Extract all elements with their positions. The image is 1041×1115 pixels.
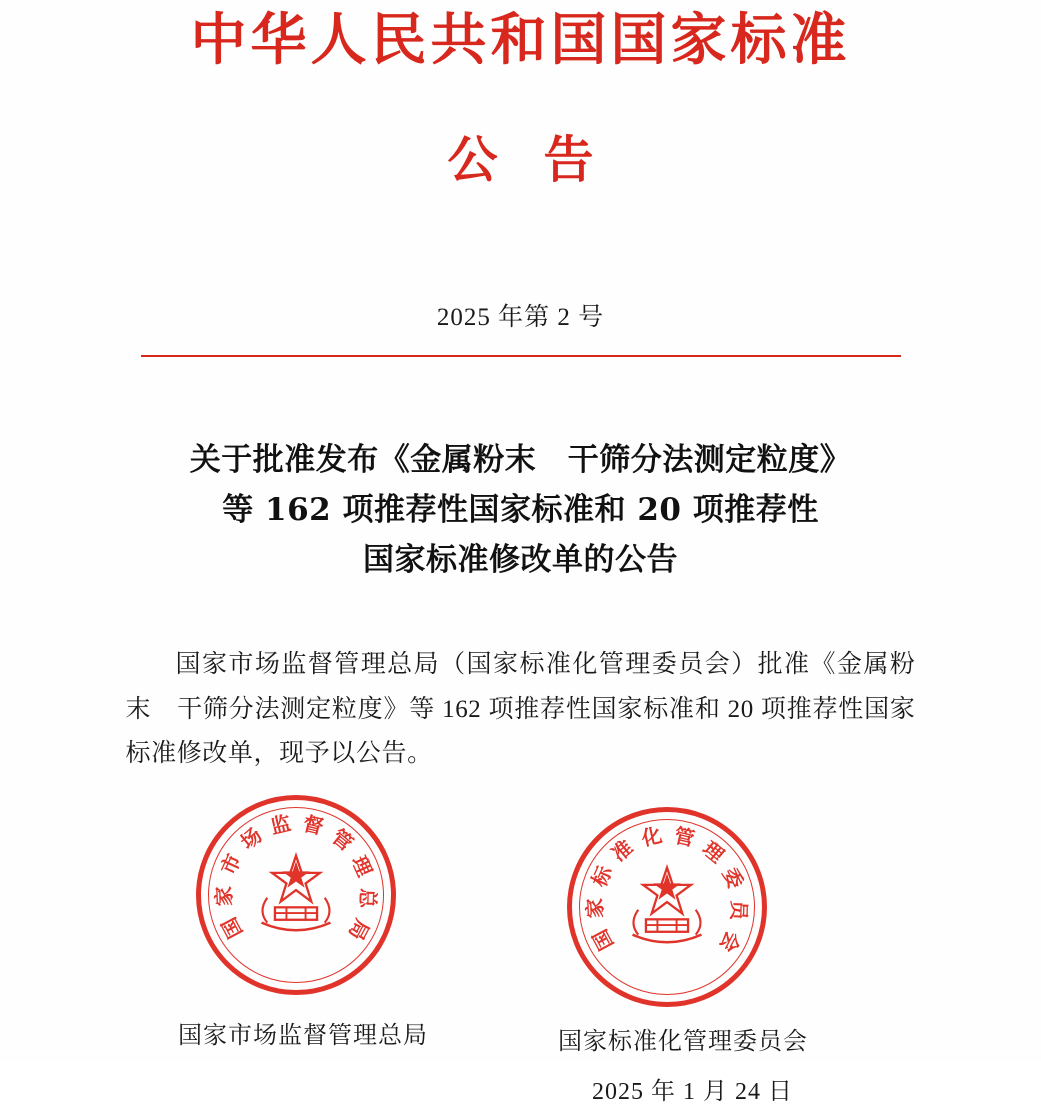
seal-ring-text-left: 国 家 市 场 监 督 管 理 总 局 — [211, 810, 381, 944]
document-subtitle: 公告 — [447, 129, 640, 189]
official-seal-standardization-committee — [567, 807, 767, 1007]
headline-line-3: 国家标准修改单的公告 — [363, 542, 678, 579]
official-seal-market-regulation — [196, 795, 396, 995]
issue-date: 2025 年 1 月 24 日 — [592, 1078, 793, 1105]
headline-line-2: 等 162 项推荐性国家标准和 20 项推荐性 — [222, 491, 819, 528]
seal-row — [0, 795, 1041, 1015]
body-paragraph: 国家市场监督管理总局（国家标准化管理委员会）批准《金属粉末 干筛分法测定粒度》等 162 项推荐性国家标准和 20 项推荐性国家标准修改单，现予以公告。 — [125, 651, 916, 768]
signature-block — [0, 1015, 1041, 1115]
headline-line-1: 关于批准发布《金属粉末 干筛分法测定粒度》 — [189, 441, 852, 478]
issue-number: 2025 年第 2 号 — [436, 303, 605, 331]
national-emblem-icon — [619, 864, 715, 954]
issuer-left: 国家市场监督管理总局 — [178, 1022, 428, 1049]
horizontal-divider — [141, 355, 901, 357]
masthead — [0, 0, 1041, 192]
national-emblem-icon — [248, 852, 344, 942]
document-title: 中华人民共和国国家标准 — [190, 7, 851, 73]
seal-ring-text-right: 国 家 标 准 化 管 理 委 员 会 — [582, 822, 752, 956]
page-title — [111, 435, 931, 586]
issuer-right: 国家标准化管理委员会 — [558, 1028, 808, 1055]
